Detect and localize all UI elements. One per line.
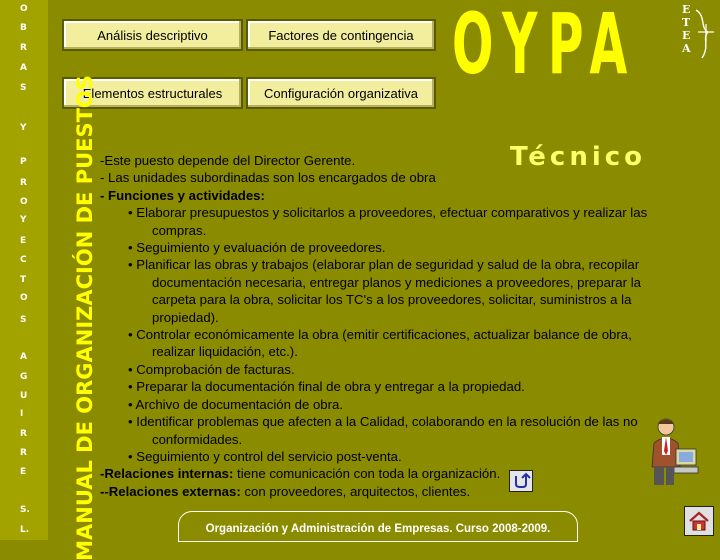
- side-letter: L.: [20, 525, 30, 535]
- side-letter: R: [20, 43, 27, 53]
- side-letter: Y: [20, 123, 27, 133]
- side-letter: A: [20, 352, 27, 362]
- function-item: • Identificar problemas que afecten a la Calidad, colaborando en la resolución de las no: [128, 414, 638, 430]
- functions-heading: - Funciones y actividades:: [100, 187, 265, 203]
- nav-elementos-estructurales-button[interactable]: Elementos estructurales: [62, 77, 243, 109]
- function-item: • Preparar la documentación final de obra y entregar a la propiedad.: [128, 379, 525, 395]
- function-item: • Controlar económicamente la obra (emitir certificaciones, actualizar balance de obra,: [128, 327, 632, 343]
- function-item: realizar liquidación, etc.).: [152, 344, 298, 360]
- function-item: conformidades.: [152, 431, 243, 447]
- side-letter: I: [20, 409, 24, 419]
- function-item: • Seguimiento y control del servicio post-venta.: [128, 448, 402, 464]
- etea-logo-icon: [680, 2, 718, 64]
- external-relations-text: con proveedores, arquitectos, clientes.: [240, 483, 471, 499]
- side-letter: R: [20, 429, 27, 439]
- internal-relations: [100, 465, 700, 482]
- side-letter: R: [20, 178, 27, 188]
- side-letter: A: [20, 63, 27, 73]
- function-item: compras.: [152, 222, 207, 238]
- return-button[interactable]: [509, 470, 533, 492]
- function-item: • Archivo de documentación de obra.: [128, 396, 344, 412]
- svg-text:E: E: [682, 29, 691, 42]
- role-description: [100, 152, 700, 500]
- nav-factores-contingencia-button[interactable]: Factores de contingencia: [246, 19, 436, 51]
- function-item: documentación necesaria, entregar planos y mediciones a proveedores, preparar la: [152, 274, 641, 290]
- brand-title: OYPA: [452, 0, 638, 93]
- side-letter: S.: [20, 505, 30, 515]
- return-arrow-icon: [510, 471, 532, 491]
- side-letter: T: [20, 275, 27, 285]
- function-item: • Planificar las obras y trabajos (elaborar plan de seguridad y salud de la obra, recopilar: [128, 257, 640, 273]
- dependency-line: -Este puesto depende del Director Gerente.: [100, 153, 356, 168]
- external-relations: [100, 483, 700, 500]
- etea-logo: [680, 2, 718, 62]
- internal-relations-label: -Relaciones internas:: [100, 466, 234, 482]
- function-item: • Comprobación de facturas.: [128, 361, 295, 377]
- footer-caption: Organización y Administración de Empresas. Curso 2008-2009.: [178, 511, 578, 542]
- side-letter: E: [20, 236, 27, 246]
- side-letter: S: [20, 315, 27, 325]
- side-letter: G: [20, 372, 28, 382]
- person-at-computer-illustration: [644, 415, 700, 487]
- side-letter: B: [20, 23, 27, 33]
- external-relations-label: --Relaciones externas:: [100, 483, 241, 499]
- role-title: Técnico: [510, 142, 647, 172]
- side-letter: C: [20, 255, 27, 265]
- side-letter: Y: [20, 215, 27, 225]
- nav-configuracion-organizativa-button[interactable]: Configuración organizativa: [246, 77, 436, 109]
- side-letter: O: [20, 4, 28, 14]
- internal-relations-text: tiene comunicación con toda la organización.: [233, 466, 501, 482]
- function-item: carpeta para la obra, solicitar los TC's a los proveedores, solicitar, suministros a la: [152, 292, 632, 308]
- manual-vertical-title: [70, 74, 100, 560]
- function-item: • Elaborar presupuestos y solicitarlos a proveedores, efectuar comparativos y realizar las: [128, 205, 648, 221]
- person-computer-icon: [644, 415, 700, 487]
- side-letter: E: [20, 467, 27, 477]
- function-item: propiedad).: [152, 309, 219, 325]
- subordinate-line: - Las unidades subordinadas son los encargados de obra: [100, 170, 436, 186]
- manual-vertical-title-text: MANUAL DE ORGANIZACIÓN DE PUESTOS: [73, 74, 97, 560]
- function-item: • Seguimiento y evaluación de proveedores.: [128, 240, 386, 256]
- nav-analisis-descriptivo-button[interactable]: Análisis descriptivo: [62, 19, 243, 51]
- next-slide-button[interactable]: [684, 506, 714, 536]
- side-letter: O: [20, 293, 28, 303]
- side-letter: O: [20, 197, 28, 207]
- svg-text:E: E: [682, 3, 691, 16]
- side-letter: S: [20, 83, 27, 93]
- side-letter: P: [20, 157, 27, 167]
- home-icon: [685, 507, 713, 535]
- side-letter: U: [20, 391, 28, 401]
- side-letter-strip: [0, 0, 48, 540]
- svg-text:A: A: [682, 42, 691, 55]
- svg-text:T: T: [682, 16, 691, 29]
- side-letter: R: [20, 448, 27, 458]
